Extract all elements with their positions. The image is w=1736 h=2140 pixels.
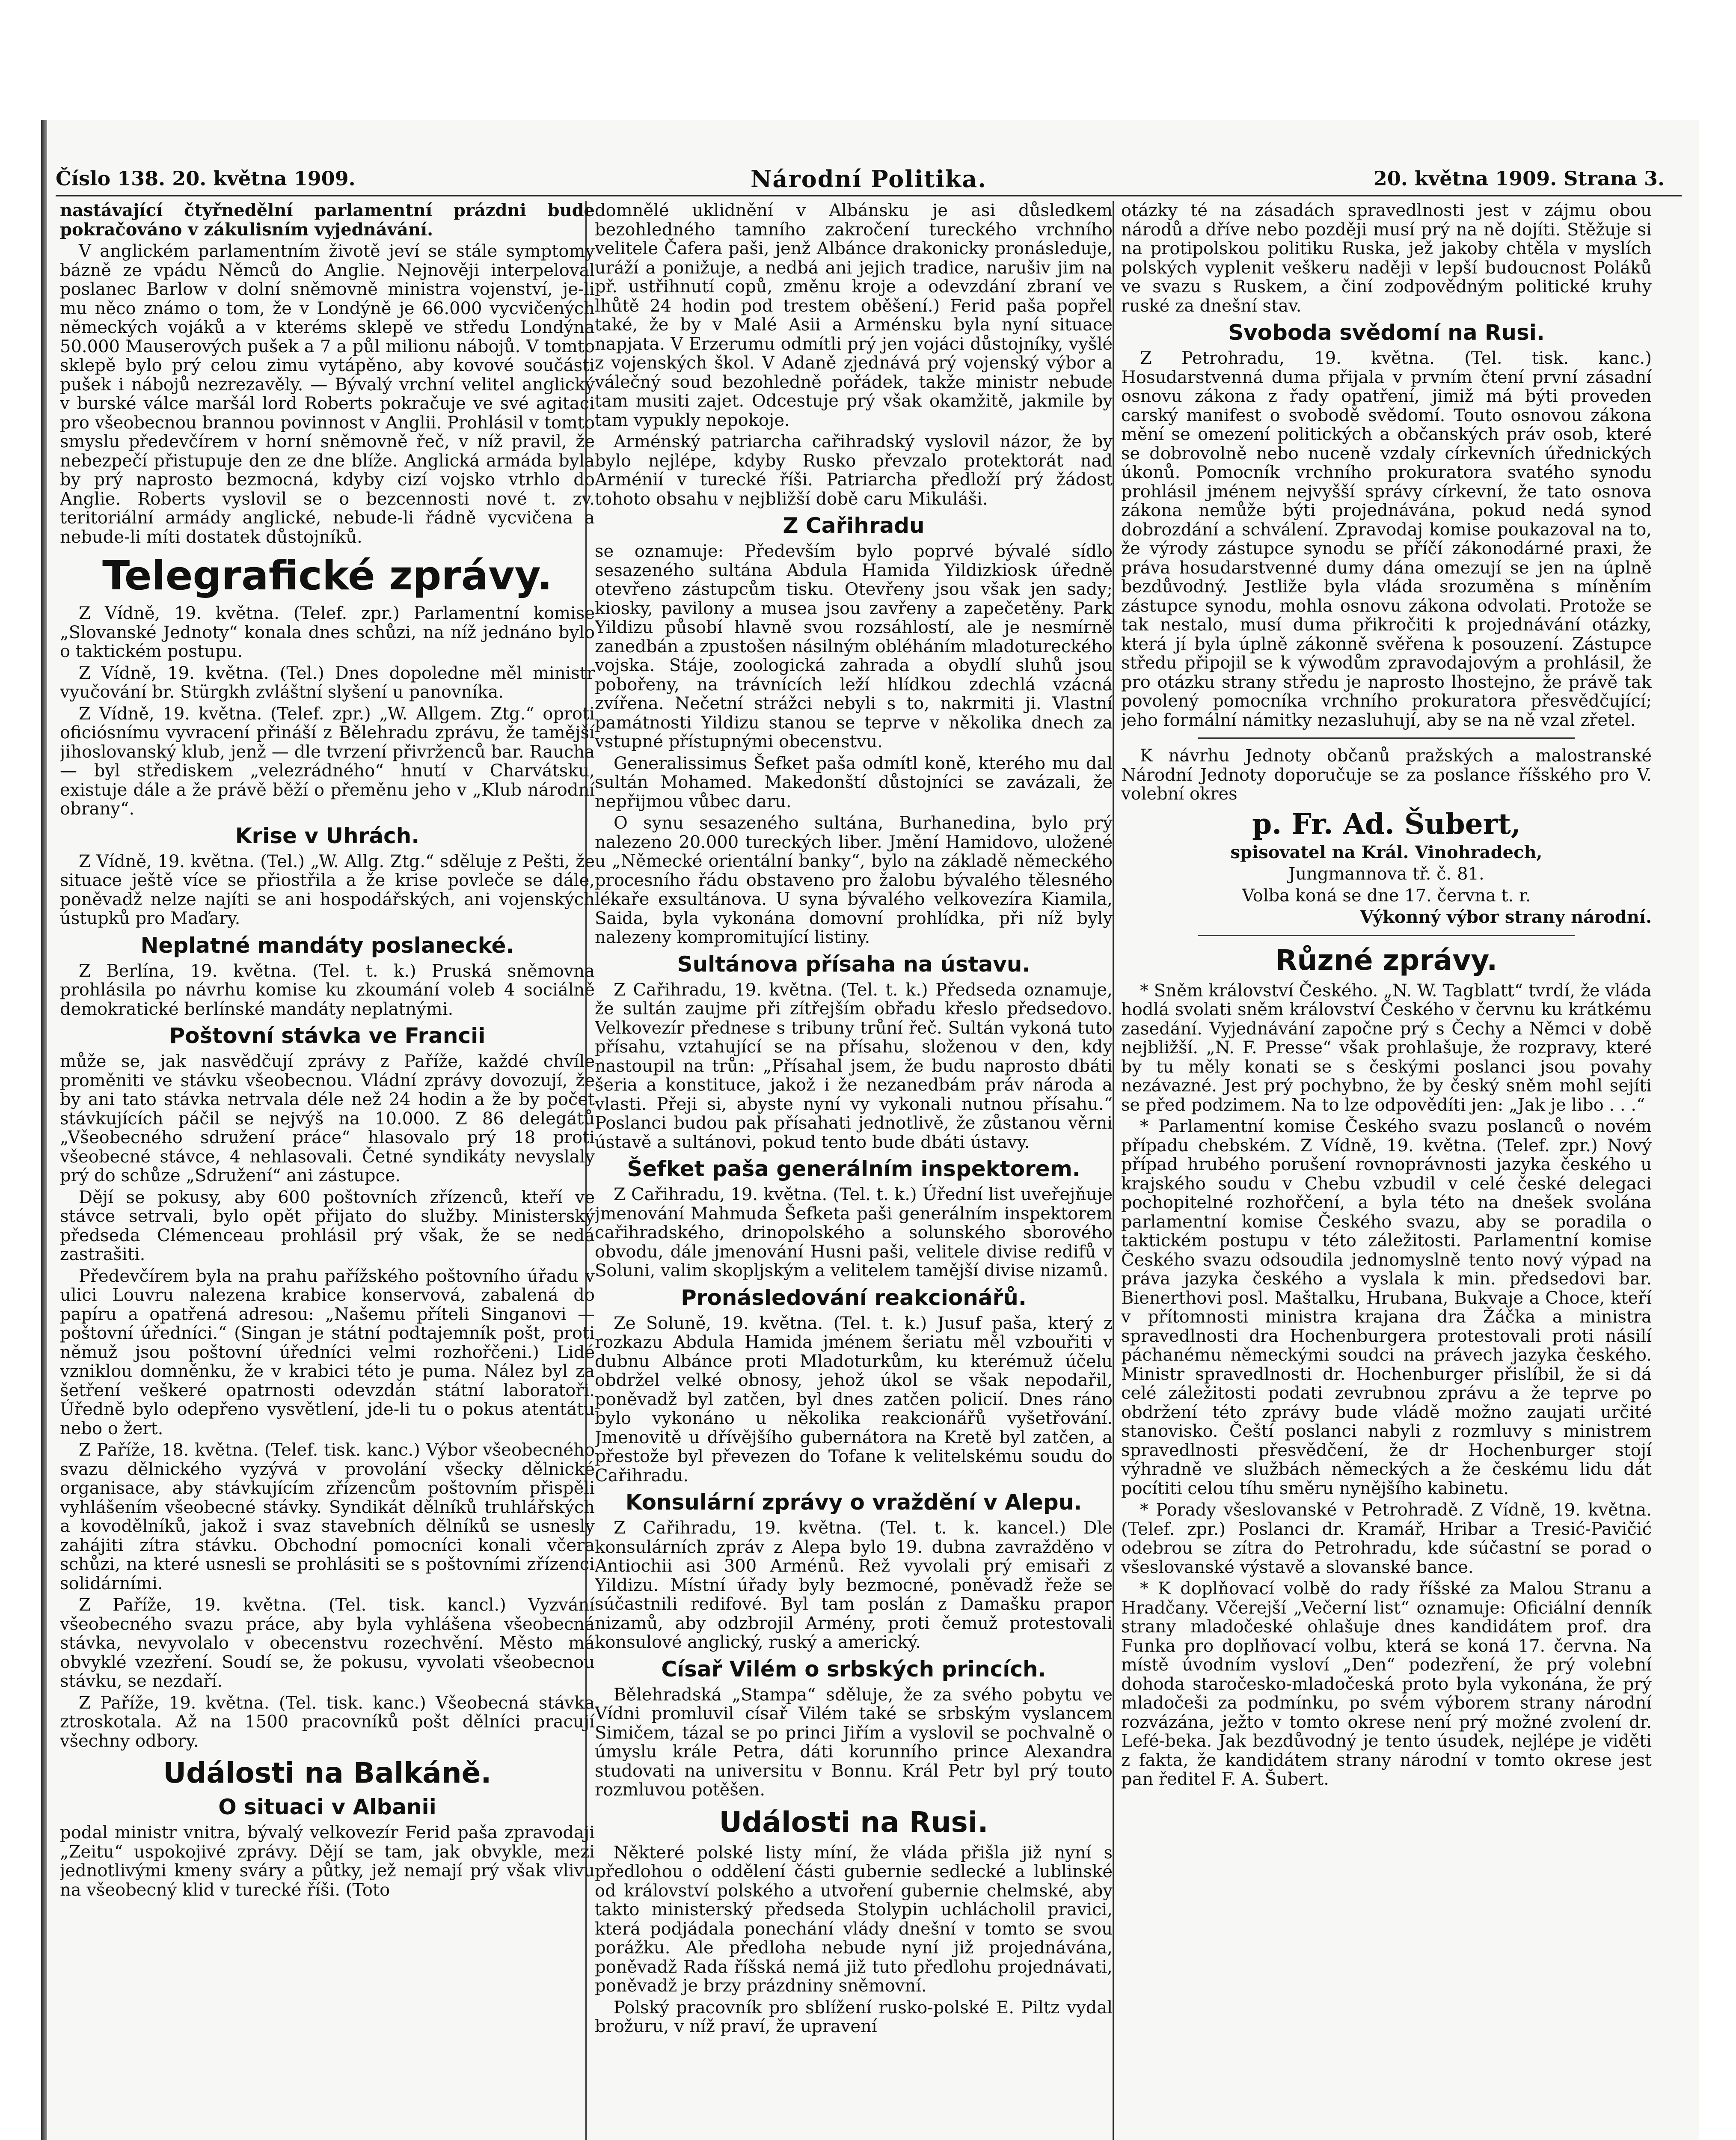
article-paragraph: Dějí se pokusy, aby 600 poštovních zřízenců, kteří ve stávce setrvali, bylo opět přijato do služby. Ministerský předseda Clémenceau prohlásil prý však, že se nedá zastrašiti. [60, 1187, 595, 1264]
column-divider [1113, 201, 1114, 2140]
article-paragraph: domnělé uklidnění v Albánsku je asi důsledkem bezohledného tamního zakročení tureckého vrchního velitele Čafera paši, jenž Albánce drakonicky pronásleduje, uráží a ponižuje, a nedbá ani jejich tradice, narušiv jim na př. ustřihnutí copů, změnu kroje a odevzdání zbraní ve lhůtě 24 hodin pod trestem oběšení.) Ferid paša popřel také, že by v Malé Asii a Arménsku byla nyní situace napjata. V Erzerumu odmítli prý jen vojáci důstojníky, vyšlé z vojenských škol. V Adaně zjednává prý vojenský výbor a válečný soud bezohledně pořádek, takže ministr nebude tam musiti zajet. Odcestuje prý však okamžitě, jakmile by tam vypukly nepokoje. [595, 201, 1113, 430]
article-paragraph: se oznamuje: Především bylo poprvé bývalé sídlo sesazeného sultána Abdula Hamida Yildizkiosk úředně otevřeno zástupcům tisku. Otevřeny jsou však jen sady; kiosky, pavilony a musea jsou zavřeny a zapečetěny. Park Yildizu působí hlavně svou rozsáhlostí, ale je nesmírně zanedbán a zpustošen násilným obléháním mladotureckého vojska. Stáje, zoologická zahrada a obydlí sluhů jsou pobořeny, na trávnících leží hlídkou zdechlá vzácná zvířena. Nečetní strážci nebyli s to, nakrmiti ji. Vlastní památnosti Yildizu stanou se teprve v několika dnech za vstupné přístupnými obecenstvu. [595, 541, 1113, 752]
header-issue-date: Číslo 138. 20. května 1909. [56, 167, 356, 190]
article-paragraph: Z Cařihradu, 19. května. (Tel. t. k.) Předseda oznamuje, že sultán zaujme při zítřejším obřadu křeslo předsedovo. Velkovezír přednese s tribuny trůní řeč. Sultán vykoná tuto přísahu, vztahující se na přísahu, složenou v den, kdy nastoupil na trůn: „Přísahal jsem, že budu naprosto dbáti šeria a konstituce, jakož i že nezanedbám práv národa a vlasti. Přeji si, abyste nyní vy vykonali nutnou přísahu.“ Poslanci budou pak přísahati jednotlivě, že zůstanou věrni ústavě a sultánovi, pokud tento bude dbáti ústavy. [595, 980, 1113, 1152]
article-heading: Poštovní stávka ve Francii [169, 1023, 486, 1048]
article-paragraph: Bělehradská „Stampa“ sděluje, že za svého pobytu ve Vídni promluvil císař Vilém také se srbským vyslancem Simičem, tázal se po princi Jiřím a vyslovil se pochvalně o úmyslu krále Petra, dáti korunního prince Alexandra studovati na universitu v Bonnu. Král Petr byl prý touto rozmluvou potěšen. [595, 1685, 1113, 1800]
separator-rule [1198, 935, 1575, 936]
column-2 [595, 201, 1113, 2140]
article-paragraph: Polský pracovník pro sblížení rusko-polské E. Piltz vydal brožuru, v níž praví, že upravení [595, 1997, 1113, 2036]
article-paragraph: Z Paříže, 18. května. (Telef. tisk. kanc.) Výbor všeobecného svazu dělnického vyzývá v provolání všecky dělnické organisace, aby stávkujícím zřízencům poštovním přispěli vyhlášením všeobecné stávky. Syndikát dělníků truhlářských a kovodělníků, jakož i svaz stavebních dělníků se usnesly zahájiti zítra stávku. Obchodní pomocníci konali včera schůzi, na které usnesli se prohlásiti se s poštovními zřízenci solidárními. [60, 1440, 595, 1593]
telegram-item: Z Vídně, 19. května. (Telef. zpr.) „W. Allgem. Ztg.“ oproti oficiósnímu vyvracení přináší z Bělehradu zprávu, že tamější jihoslovanský klub, jenž — dle tvrzení přivrženců bar. Raucha — byl střediskem „velezrádného“ hnutí v Charvátsku, existuje dále a že právě běží o přeměnu jeho v „Klub národní obrany“. [60, 704, 595, 819]
article-paragraph: Z Vídně, 19. května. (Tel.) „W. Allg. Ztg.“ sděluje z Pešti, že situace ještě více se přiostřila a že krise povleče se dále, poněvadž nelze najíti se ani hospodářských, ani vojenských ústupků pro Maďary. [60, 851, 595, 928]
article-heading: Pronásledování reakcionářů. [681, 1285, 1027, 1310]
news-item: * Porady všeslovanské v Petrohradě. Z Vídně, 19. května. (Telef. zpr.) Poslanci dr. Kramář, Hribar a Tresić-Pavičić odebrou se zítra do Petrohradu, kde súčastní se porad o všeslovanské výstavě a slovanské bance. [1121, 1500, 1652, 1577]
header-page-number: 20. května 1909. Strana 3. [1373, 167, 1665, 190]
page-header [56, 163, 1682, 197]
article-paragraph: Z Petrohradu, 19. května. (Tel. tisk. kanc.) Hosudarstvenná duma přijala v prvním čtení první zásadní osnovu zákona z řady opatření, jimiž má býti proveden carský manifest o svobodě svědomí. Touto osnovou zákona mění se omezení politických a občanských práv osob, které se dobrovolně nebo nuceně vzdaly církevních úřednických úkonů. Pomocník vrchního prokuratora svatého synodu prohlásil jménem nejvyšší správy církevní, že tato osnova zákona nemůže býti projednávána, pokud nedá synod dobrozdání a schválení. Zpravodaj komise poukazoval na to, že výrody zástupce synodu se příčí zákonodárné praxi, že práva hosudarstvenné dumy dána omezují se jen na úplně bezdůvodný. Jestliže byla vláda srozuměna s míněním zástupce synodu, mohla osnovu zákona odvolati. Protože se tak nestalo, musí duma přikročiti k projednávání otázky, která jí byla úplně zákonně svěřena k posouzení. Zástupce středu připojil se k výwodům zpravodajovým a prohlásil, že pro otázku strany středu je naprosto lhostejno, že právě tak povolený pomocníka vrchního prokuratora přesvědčující; jeho formální námitky nezasluhují, aby se na ně vzal zřetel. [1121, 348, 1652, 730]
news-item: * K doplňovací volbě do rady říšské za Malou Stranu a Hradčany. Včerejší „Večerní list“ oznamuje: Oficiální denník strany mladočeské ohlašuje dnes kandidátem prof. dra Funka pro doplňovací volbu, která se koná 17. června. Na místě úvodním vysloví „Den“ podezření, že prý volební dohoda staročesko-mladočeská proto byla vykonána, že prý mladočeši za podmínku, po svém výborem strany národní rozvázána, ježto v tomto okrese není prý možné zvolení dr. Lefé-beka. Jak bezdůvodný je tento úsudek, nejlépe je viděti z fakta, že kandidátem strany národní v tomto okrese jest pan ředitel F. A. Šubert. [1121, 1579, 1652, 1789]
article-paragraph: nastávající čtyřnedělní parlamentní prázdni bude pokračováno v zákulisním vyjednávání. [60, 201, 595, 240]
separator-rule [1198, 737, 1575, 739]
article-paragraph: Z Berlína, 19. května. (Tel. t. k.) Pruská sněmovna prohlásila po návrhu komise ku zkoumání voleb 4 sociálně demokratické berlínské mandáty neplatnými. [60, 961, 595, 1019]
article-paragraph: Z Cařihradu, 19. května. (Tel. t. k.) Úřední list uveřejňuje jmenování Mahmuda Šefketa paši generálním inspektorem cařihradského, drinopolského a solunského sborového obvodu, dále jmenování Husni paši, velitele divise redifů v Soluni, valim skopljským a velitelem tamější divise nizamů. [595, 1185, 1113, 1281]
article-paragraph: Ze Soluně, 19. května. (Tel. t. k.) Jusuf paša, který z rozkazu Abdula Hamida jménem šeriatu měl vzbouřiti v dubnu Albánce proti Mladoturkům, ku kterémuž účelu obdržel velké obnosy, jehož úkol se však nepodařil, poněvadž byl zatčen, byl dnes zatčen policií. Dnes ráno bylo vykonáno u několika reakcionářů vyšetřování. Jmenovitě u dřívějšího gubernátora na Kretě byl zatčen, a přestože byl převezen do Tofane k velitelskému soudu do Cařihradu. [595, 1313, 1113, 1486]
election-date: Volba koná se dne 17. června t. r. [1242, 886, 1531, 906]
telegram-item: Z Vídně, 19. května. (Telef. zpr.) Parlamentní komise „Slovanské Jednoty“ konala dnes schůzi, na níž jednáno bylo o taktickém postupu. [60, 603, 595, 661]
article-heading: Neplatné mandáty poslanecké. [140, 933, 514, 958]
candidate-title: spisovatel na Král. Vinohradech, [1230, 842, 1543, 862]
election-notice-text: K návrhu Jednoty občanů pražských a malostranské Národní Jednoty doporučuje se za poslance říšského pro V. volební okres [1121, 746, 1652, 804]
masthead-title: Národní Politika. [750, 165, 987, 193]
header-rule [56, 195, 1682, 196]
section-heading-telegrams: Telegrafické zprávy. [102, 553, 552, 599]
candidate-address: Jungmannova tř. č. 81. [1288, 864, 1484, 884]
article-paragraph: Arménský patriarcha cařihradský vyslovil názor, že by bylo nejlépe, kdyby Rusko převzalo protektorát nad Arménií v turecké říši. Patriarcha předloží prý žádost tohoto obsahu v nejbližší době caru Mikuláši. [595, 432, 1113, 509]
election-signature: Výkonný výbor strany národní. [1360, 907, 1652, 927]
news-item: * Parlamentní komise Českého svazu poslanců o novém případu chebském. Z Vídně, 19. května. (Telef. zpr.) Nový případ hrubého porušení rovnoprávnosti jazyka českého u krajského soudu v Chebu vzbudil v celé české delegaci pochopitelné rozhořčení, a byla této na dnešek svolána parlamentní komise Českého svazu, aby se poradila o taktickém postupu v této záležitosti. Parlamentní komise Českého svazu odsoudila jednomyslně tento nový výpad na práva jazyka českého a vyslala k min. předsedovi bar. Bienerthovi posl. Maštalku, Hrubana, Bukvaje a Choce, kteří v přítomnosti ministra krajana dra Žáčka a ministra spravedlnosti dra Hochenburgera protestovali proti násilí páchanému německými soudci na právech jazyka českého. Ministr spravedlnosti dr. Hochenburger přislíbil, že si dá celé záležitosti podati zevrubnou zprávu a že teprve po obdržení této zprávy bude vládě možno zaujati určité stanovisko. Čeští poslanci nabyli z rozmluvy s ministrem spravedlnosti přesvědčení, že dr Hochenburger stojí výhradně ve službách německých a že českému lidu dát pocítiti celou tíhu směru nynějšího kabinetu. [1121, 1117, 1652, 1498]
article-paragraph: Některé polské listy míní, že vláda přišla již nyní s předlohou o oddělení části gubernie sedlecké a lublinské od království polského a utvoření gubernie chelmské, aby takto ministerský předseda Stolypin uchlácholil pravici, která podjádala ponechání vlády dnešní v tomto se svou porážku. Ale předloha nebude nyní již projednávána, poněvadž Rada říšská nemá již tuto předlohu projednávati, poněvadž je brzy prázdniny sněmovní. [595, 1843, 1113, 1996]
article-heading: Z Cařihradu [783, 513, 925, 538]
article-paragraph: podal ministr vnitra, bývalý velkovezír Ferid paša zpravodaji „Zeitu“ uspokojivé zprávy. Dějí se tam, jak obvykle, mezi jednotlivými kmeny sváry a půtky, jež nemají prý však vlivu na všeobecný klid v turecké říši. (Toto [60, 1823, 595, 1900]
section-heading-misc: Různé zprávy. [1275, 943, 1498, 977]
article-heading: Sultánova přísaha na ústavu. [677, 951, 1030, 977]
article-heading: Císař Vilém o srbských princích. [661, 1656, 1046, 1682]
article-paragraph: může se, jak nasvědčují zprávy z Paříže, každé chvíle proměniti ve stávku všeobecnou. Vládní zprávy dovozují, že by ani tato stávka netrvala déle než 24 hodin a že by počet stávkujících páčil se nejvýš na 10.000. Z 86 delegátů „Všeobecného sdružení práce“ hlasovalo prý 18 proti všeobecné stávce, 4 nehlasovali. Četné syndikáty nevyslaly prý do schůze „Sdružení“ ani zástupce. [60, 1052, 595, 1186]
section-heading-balkans: Události na Balkáně. [163, 1757, 492, 1789]
article-heading: Šefket paša generálním inspektorem. [627, 1156, 1080, 1181]
news-item: * Sněm království Českého. „N. W. Tagblatt“ tvrdí, že vláda hodlá svolati sněm království Českého v červnu ku krátkému zasedání. Vyjednávání započne prý s Čechy a Němci v době nejbližší. „N. F. Presse“ však prohlašuje, že rozpravy, které by tu měly konati se s českými poslanci jsou povahy nezávazné. Jest prý pochybno, že by český sněm mohl sejíti se před podzimem. Na to lze odpovědíti jen: „Jak je libo . . .“ [1121, 981, 1652, 1115]
article-paragraph: V anglickém parlamentním životě jeví se stále symptomy bázně ze vpádu Němců do Anglie. Nejnověji interpeloval poslanec Barlow v dolní sněmovně ministra vojenství, je-li mu něco známo o tom, že v Londýně je 66.000 vycvičených německých vojáků a v kteréms sklepě ve středu Londýna 50.000 Mauserových pušek a 7 a půl milionu nábojů. V tomto sklepě bylo prý celou zimu vytápěno, aby kovové součásti pušek i nábojů nezrezavěly. — Bývalý vrchní velitel anglický v burské válce maršál lord Roberts pokračuje ve své agitaci pro všeobecnou brannou povinnost v Anglii. Prohlásil v tomto smyslu předevčírem v horní sněmovně řeč, v níž pravil, že nebezpečí přistupuje den ze dne blíže. Anglická armáda byla by prý naprosto bezmocná, kdyby cizí vojsko vtrhlo do Anglie. Roberts vyslovil se o bezcennosti nové t. zv. teritoriální armády anglické, nebude-li řádně vycvičena a nebude-li míti dostatek důstojníků. [60, 241, 595, 547]
article-paragraph: Generalissimus Šefket paša odmítl koně, kterého mu dal sultán Mohamed. Makedonští důstojníci se zavázali, že nepřijmou vůbec daru. [595, 753, 1113, 811]
page-edge [41, 120, 47, 2140]
article-paragraph: Předevčírem byla na prahu pařížského poštovního úřadu v ulici Louvru nalezena krabice konservová, zabalená do papíru a opatřená adresou: „Našemu příteli Singanovi — poštovní úředníci.“ (Singan je státní podtajemník pošt, proti němuž jsou poštovní úředníci velmi rozhořčeni.) Lidé vzniklou domněnku, že v krabici této je puma. Nález byl za šetření veškeré opatrnosti odevzdán státní laboratoři. Úředně bylo odepřeno vysvětlení, jde-li tu o pokus atentátu nebo o žert. [60, 1266, 595, 1439]
article-paragraph: Z Paříže, 19. května. (Tel. tisk. kancl.) Vyzvání všeobecného svazu práce, aby byla vyhlášena všeobecná stávka, nevyvolalo v obecenstvu rozechvění. Město má obvyklé vzezření. Soudí se, že pokusu, vyvolati všeobecnou stávku, se nezdaří. [60, 1595, 595, 1691]
article-paragraph: Z Cařihradu, 19. května. (Tel. t. k. kancel.) Dle konsulárních zpráv z Alepa bylo 19. dubna zavražděno v Antiochii asi 300 Arménů. Rež vyvolali prý emisaři z Yildizu. Místní úřady byly bezmocné, poněvadž řeže se súčastnili redifové. Byl tam poslán z Damašku prapor nizamů, aby odzbrojil Armény, proti čemuž protestovali konsulové anglický, ruský a americký. [595, 1518, 1113, 1652]
article-paragraph: O synu sesazeného sultána, Burhanedina, bylo prý nalezeno 20.000 tureckých liber. Jmění Hamidovo, uložené u „Německé orientální banky“, bylo na základě německého procesního řádu obstaveno pro žalobu bývalého tělesného lékaře exsultánova. U syna bývalého velkovezíra Kiamila, Saida, byla vykonána domovní prohlídka, při níž byly nalezeny kompromitující listiny. [595, 813, 1113, 947]
column-1 [60, 201, 595, 2140]
article-heading: O situaci v Albanii [218, 1795, 436, 1819]
section-heading-russia: Události na Rusi. [719, 1805, 988, 1839]
article-paragraph: otázky té na zásadách spravedlnosti jest v zájmu obou národů a dříve nebo později musí prý na ně dojíti. Stěžuje si na protipolskou politiku Ruska, jež jakoby chtěla v myslích polských vyplenit veškeru naději v lepší budoucnost Poláků ve svazu s Ruskem, a činí zodpovědným politické kruhy ruské za dnešní stav. [1121, 201, 1652, 316]
article-heading: Svoboda svědomí na Rusi. [1228, 320, 1545, 345]
candidate-name: p. Fr. Ad. Šubert, [1252, 807, 1521, 841]
article-heading: Krise v Uhrách. [235, 823, 420, 848]
telegram-item: Z Vídně, 19. května. (Tel.) Dnes dopoledne měl ministr vyučování br. Stürgkh zvláštní slyšení u panovníka. [60, 663, 595, 702]
article-paragraph: Z Paříže, 19. května. (Tel. tisk. kanc.) Všeobecná stávka ztroskotala. Až na 1500 pracovníků pošt dělníci pracují všechny odbory. [60, 1693, 595, 1751]
article-heading: Konsulární zprávy o vraždění v Alepu. [625, 1490, 1082, 1515]
column-3 [1121, 201, 1652, 2140]
